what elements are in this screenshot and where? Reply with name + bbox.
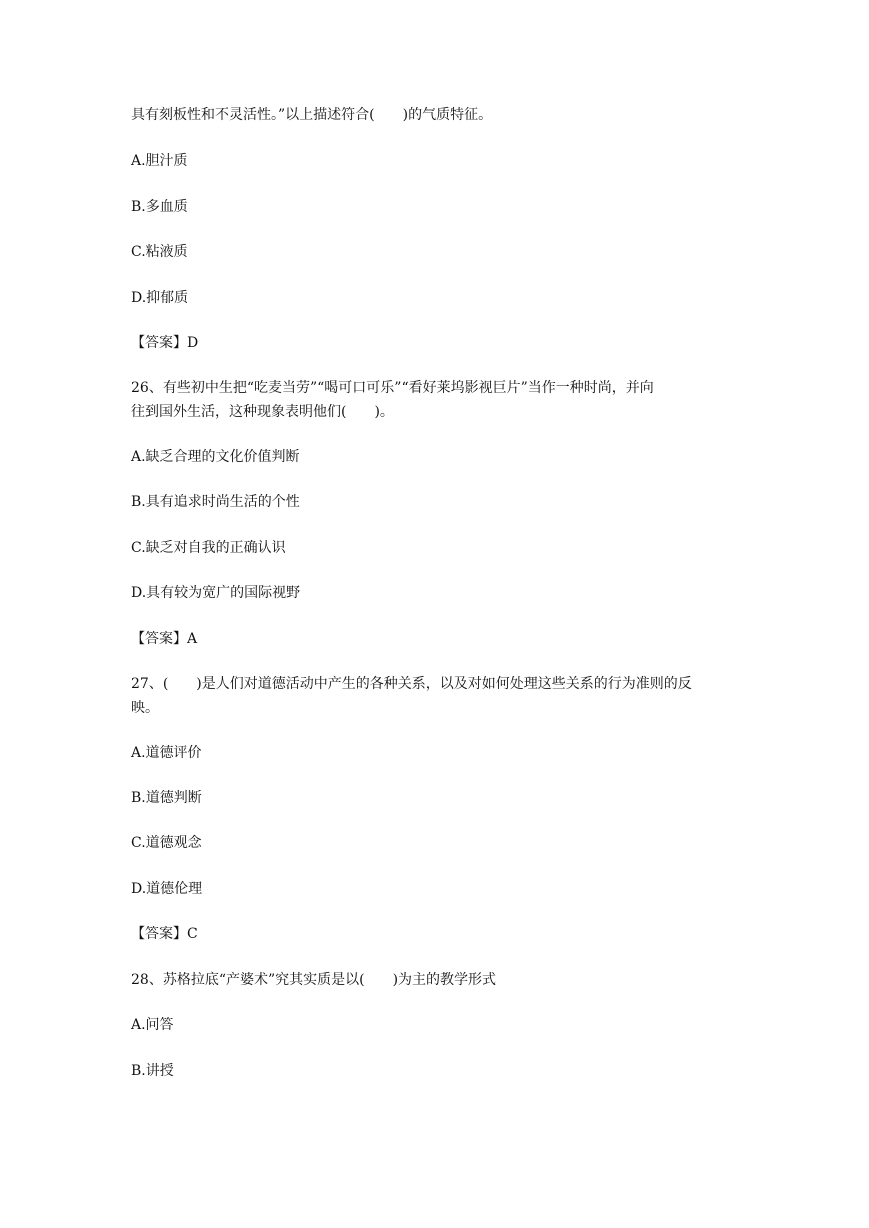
q27-stem-line2: 映。 xyxy=(131,700,159,716)
q26-stem-line1: 26、有些初中生把“吃麦当劳”“喝可口可乐”“看好莱坞影视巨片”当作一种时尚，并向 xyxy=(131,380,654,396)
q27-option-d: D.道德伦理 xyxy=(131,881,203,897)
q28-option-b: B.讲授 xyxy=(131,1063,174,1079)
q26-stem-line2: 往到国外生活，这种现象表明他们( )。 xyxy=(131,404,394,420)
q25-stem: 具有刻板性和不灵活性。”以上描述符合( )的气质特征。 xyxy=(131,107,493,123)
q28-option-a: A.问答 xyxy=(131,1017,174,1033)
q26-option-d: D.具有较为宽广的国际视野 xyxy=(131,585,301,601)
q25-option-a: A.胆汁质 xyxy=(131,153,188,169)
q28-stem: 28、苏格拉底“产婆术”究其实质是以( )为主的教学形式 xyxy=(131,972,497,988)
q27-option-c: C.道德观念 xyxy=(131,835,202,851)
q26-option-c: C.缺乏对自我的正确认识 xyxy=(131,540,286,556)
q26-answer: 【答案】A xyxy=(131,631,198,647)
q27-option-b: B.道德判断 xyxy=(131,790,202,806)
q27-answer: 【答案】C xyxy=(131,926,198,942)
q25-option-c: C.粘液质 xyxy=(131,244,188,260)
q26-option-b: B.具有追求时尚生活的个性 xyxy=(131,494,300,510)
q25-option-b: B.多血质 xyxy=(131,199,188,215)
q26-option-a: A.缺乏合理的文化价值判断 xyxy=(131,449,300,465)
q27-option-a: A.道德评价 xyxy=(131,745,202,761)
q25-option-d: D.抑郁质 xyxy=(131,290,189,306)
q25-answer: 【答案】D xyxy=(131,335,199,351)
q27-stem-line1: 27、( )是人们对道德活动中产生的各种关系，以及对如何处理这些关系的行为准则的反 xyxy=(131,676,692,692)
